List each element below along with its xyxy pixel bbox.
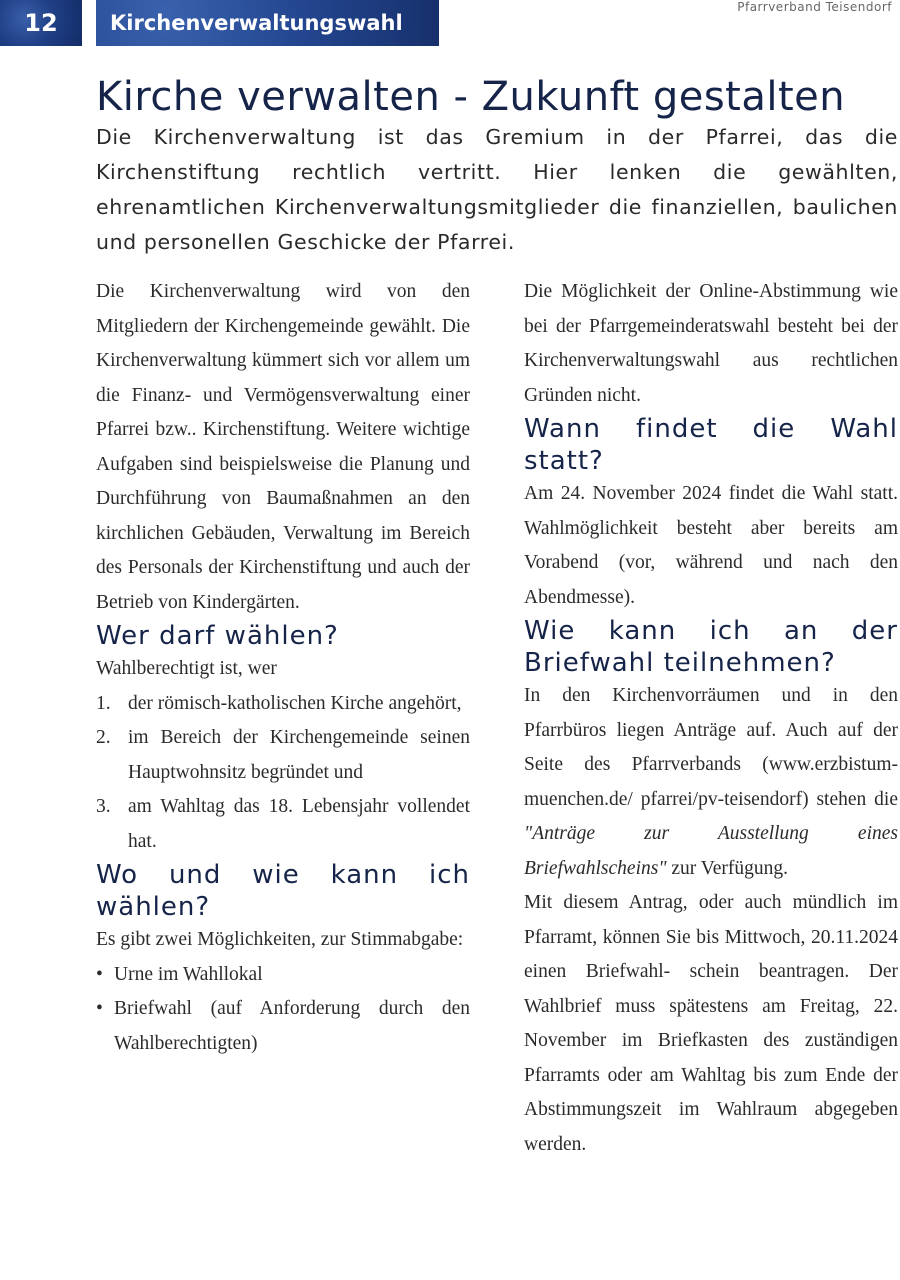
when-paragraph: Am 24. November 2024 findet die Wahl statt. Wahlmöglichkeit besteht aber bereits am Vorabend (vor, während und nach den Abendmesse). <box>524 483 898 608</box>
list-number: 3. <box>96 796 111 817</box>
bullet: • <box>96 998 103 1019</box>
intro-paragraph: Die Kirchenverwaltung wird von den Mitgliedern der Kirchengemeinde gewählt. Die Kirchenverwaltung kümmert sich vor allem um die Finanz- und Vermögensverwaltung einer Pfarrei bzw.. Kirchenstiftung. Weitere wichtige Aufgaben sind beispielsweise die Planung und Durchführung von Baumaßnahmen an den kirchlichen Gebäuden, Verwaltung im Bereich des Personals der Kirchenstiftung und auch der Betrieb von Kindergärten. <box>96 281 470 613</box>
postal-text-after: zur Verfügung. <box>666 857 789 879</box>
postal-text-before: In den Kirchenvorräumen und in den Pfarrbüros liegen Anträge auf. Auch auf der Seite des Pfarrverbands (www.erzbistum-muenchen.de/ pfarrei/pv-teisendorf) stehen die <box>524 685 898 810</box>
list-item <box>96 958 470 993</box>
article-title: Kirche verwalten - Zukunft gestalten <box>96 74 846 120</box>
page-number: 12 <box>0 0 82 46</box>
how-heading: Wo und wie kann ich wählen? <box>96 860 470 922</box>
list-text: Briefwahl (auf Anforderung durch den Wahlberechtigten) <box>114 998 470 1054</box>
list-item <box>96 790 470 859</box>
online-paragraph: Die Möglichkeit der Online-Abstimmung wie bei der Pfarrgemeinderatswahl besteht bei der Kirchenverwaltungswahl aus rechtlichen Gründen nicht. <box>524 281 898 406</box>
section-tab: Kirchenverwaltungswahl <box>96 0 439 46</box>
bullet: • <box>96 963 103 985</box>
eligibility-list <box>96 687 470 860</box>
postal-heading: Wie kann ich an der Briefwahl teilnehmen? <box>524 616 898 678</box>
voting-options-list <box>96 958 470 1062</box>
form-name: "Anträge zur Ausstellung eines Briefwahlscheins" <box>524 823 898 879</box>
when-heading: Wann findet die Wahl statt? <box>524 414 898 476</box>
list-item <box>96 992 470 1061</box>
who-intro: Wahlberechtigt ist, wer <box>96 658 277 679</box>
right-column <box>524 275 898 1162</box>
list-item <box>96 721 470 790</box>
list-number: 2. <box>96 727 111 748</box>
running-head: Pfarrverband Teisendorf <box>737 0 892 14</box>
left-column <box>96 275 470 1061</box>
list-text: der römisch-katholischen Kirche angehört, <box>128 692 462 714</box>
postal-paragraph <box>524 679 898 886</box>
list-text: am Wahltag das 18. Lebensjahr vollendet hat. <box>128 796 470 852</box>
who-heading: Wer darf wählen? <box>96 621 339 651</box>
list-number: 1. <box>96 692 111 714</box>
list-text: im Bereich der Kirchengemeinde seinen Hauptwohnsitz begründet und <box>128 727 470 783</box>
how-intro: Es gibt zwei Möglichkeiten, zur Stimmabgabe: <box>96 929 464 950</box>
article-lead: Die Kirchenverwaltung ist das Gremium in der Pfarrei, das die Kirchenstiftung rechtlich vertritt. Hier lenken die gewählten, ehrenamtlichen Kirchenverwaltungsmitglieder die finanziellen, baulichen und personellen Geschicke der Pfarrei. <box>96 125 898 254</box>
list-text: Urne im Wahllokal <box>114 963 263 985</box>
list-item <box>96 687 470 722</box>
deadline-paragraph: Mit diesem Antrag, oder auch mündlich im Pfarramt, können Sie bis Mittwoch, 20.11.2024 einen Briefwahl- schein beantragen. Der Wahlbrief muss spätestens am Freitag, 22. November im Briefkasten des zuständigen Pfarramts oder am Wahltag bis zum Ende der Abstimmungszeit im Wahlraum abgegeben werden. <box>524 892 898 1155</box>
